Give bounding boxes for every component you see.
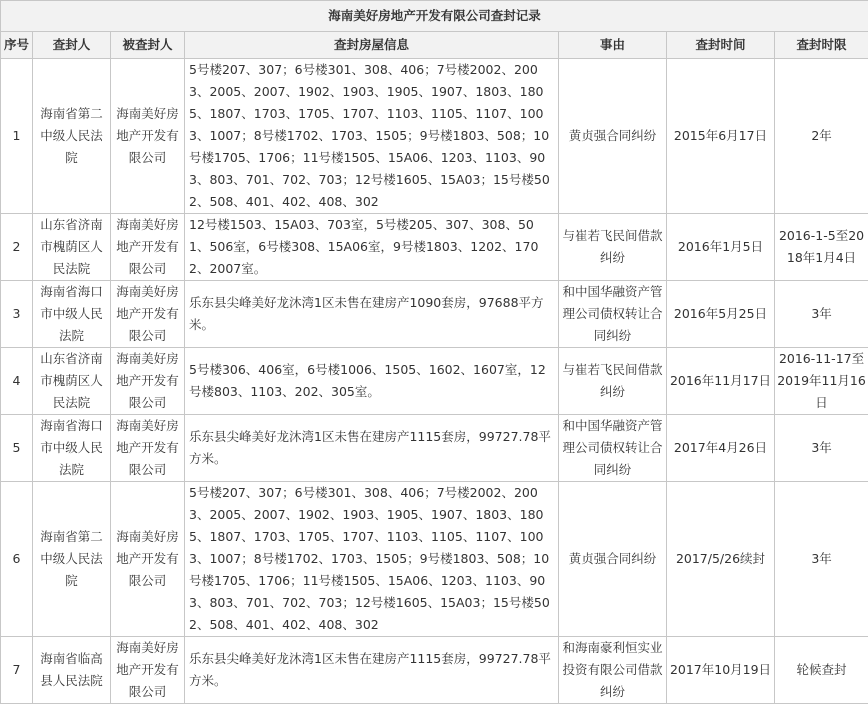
cell-reason: 和中国华融资产管理公司债权转让合同纠纷 bbox=[559, 415, 667, 482]
cell-date: 2017年10月19日 bbox=[667, 637, 775, 704]
cell-party: 海南美好房地产开发有限公司 bbox=[111, 281, 185, 348]
header-no: 序号 bbox=[1, 32, 33, 59]
cell-property-info: 5号楼306、406室，6号楼1006、1505、1602、1607室，12号楼803、1103、202、305室。 bbox=[185, 348, 559, 415]
cell-party: 海南美好房地产开发有限公司 bbox=[111, 482, 185, 637]
cell-reason: 与崔若飞民间借款纠纷 bbox=[559, 348, 667, 415]
table-row bbox=[1, 281, 868, 348]
cell-term: 3年 bbox=[775, 415, 868, 482]
table-row bbox=[1, 59, 868, 214]
cell-court: 海南省第二中级人民法院 bbox=[33, 482, 111, 637]
cell-court: 山东省济南市槐荫区人民法院 bbox=[33, 348, 111, 415]
cell-court: 海南省海口市中级人民法院 bbox=[33, 281, 111, 348]
cell-no: 1 bbox=[1, 59, 33, 214]
cell-reason: 黄贞强合同纠纷 bbox=[559, 482, 667, 637]
cell-party: 海南美好房地产开发有限公司 bbox=[111, 637, 185, 704]
cell-date: 2016年1月5日 bbox=[667, 214, 775, 281]
table-row bbox=[1, 415, 868, 482]
cell-no: 4 bbox=[1, 348, 33, 415]
table-title: 海南美好房地产开发有限公司查封记录 bbox=[1, 1, 868, 32]
header-date: 查封时间 bbox=[667, 32, 775, 59]
cell-term: 轮候查封 bbox=[775, 637, 868, 704]
cell-property-info: 乐东县尖峰美好龙沐湾1区未售在建房产1115套房，99727.78平方米。 bbox=[185, 637, 559, 704]
cell-term: 3年 bbox=[775, 482, 868, 637]
cell-date: 2016年11月17日 bbox=[667, 348, 775, 415]
table-row bbox=[1, 348, 868, 415]
cell-property-info: 5号楼207、307；6号楼301、308、406；7号楼2002、2003、2005、2007、1902、1903、1905、1907、1803、1805、1807、1703、1705、1707、1103、1105、1107、1003、1007；8号楼1702、1703、1505；9号楼1803、508；10号楼1705、1706；11号楼1505、15A06、1203、1103、903、803、701、702、703；12号楼1605、15A03；15号楼502、508、401、402、408、302 bbox=[185, 482, 559, 637]
header-property-info: 查封房屋信息 bbox=[185, 32, 559, 59]
cell-reason: 与崔若飞民间借款纠纷 bbox=[559, 214, 667, 281]
cell-party: 海南美好房地产开发有限公司 bbox=[111, 214, 185, 281]
cell-property-info: 乐东县尖峰美好龙沐湾1区未售在建房产1115套房，99727.78平方米。 bbox=[185, 415, 559, 482]
cell-no: 7 bbox=[1, 637, 33, 704]
cell-term: 2016-1-5至2018年1月4日 bbox=[775, 214, 868, 281]
cell-no: 6 bbox=[1, 482, 33, 637]
header-term: 查封时限 bbox=[775, 32, 868, 59]
cell-reason: 和中国华融资产管理公司债权转让合同纠纷 bbox=[559, 281, 667, 348]
cell-party: 海南美好房地产开发有限公司 bbox=[111, 59, 185, 214]
header-reason: 事由 bbox=[559, 32, 667, 59]
cell-no: 3 bbox=[1, 281, 33, 348]
cell-property-info: 12号楼1503、15A03、703室，5号楼205、307、308、501、506室，6号楼308、15A06室，9号楼1803、1202、1702、2007室。 bbox=[185, 214, 559, 281]
cell-term: 2年 bbox=[775, 59, 868, 214]
cell-party: 海南美好房地产开发有限公司 bbox=[111, 348, 185, 415]
cell-court: 海南省临高县人民法院 bbox=[33, 637, 111, 704]
cell-court: 山东省济南市槐荫区人民法院 bbox=[33, 214, 111, 281]
cell-property-info: 乐东县尖峰美好龙沐湾1区未售在建房产1090套房，97688平方米。 bbox=[185, 281, 559, 348]
cell-property-info: 5号楼207、307；6号楼301、308、406；7号楼2002、2003、2005、2007、1902、1903、1905、1907、1803、1805、1807、1703、1705、1707、1103、1105、1107、1003、1007；8号楼1702、1703、1505；9号楼1803、508；10号楼1705、1706；11号楼1505、15A06、1203、1103、903、803、701、702、703；12号楼1605、15A03；15号楼502、508、401、402、408、302 bbox=[185, 59, 559, 214]
cell-no: 5 bbox=[1, 415, 33, 482]
cell-date: 2017/5/26续封 bbox=[667, 482, 775, 637]
cell-reason: 黄贞强合同纠纷 bbox=[559, 59, 667, 214]
cell-reason: 和海南豪利恒实业投资有限公司借款纠纷 bbox=[559, 637, 667, 704]
cell-date: 2017年4月26日 bbox=[667, 415, 775, 482]
cell-no: 2 bbox=[1, 214, 33, 281]
cell-date: 2015年6月17日 bbox=[667, 59, 775, 214]
cell-party: 海南美好房地产开发有限公司 bbox=[111, 415, 185, 482]
cell-court: 海南省第二中级人民法院 bbox=[33, 59, 111, 214]
table-row bbox=[1, 637, 868, 704]
cell-court: 海南省海口市中级人民法院 bbox=[33, 415, 111, 482]
cell-term: 3年 bbox=[775, 281, 868, 348]
header-party: 被查封人 bbox=[111, 32, 185, 59]
cell-term: 2016-11-17至2019年11月16日 bbox=[775, 348, 868, 415]
header-court: 查封人 bbox=[33, 32, 111, 59]
table-row bbox=[1, 482, 868, 637]
table-row bbox=[1, 214, 868, 281]
cell-date: 2016年5月25日 bbox=[667, 281, 775, 348]
